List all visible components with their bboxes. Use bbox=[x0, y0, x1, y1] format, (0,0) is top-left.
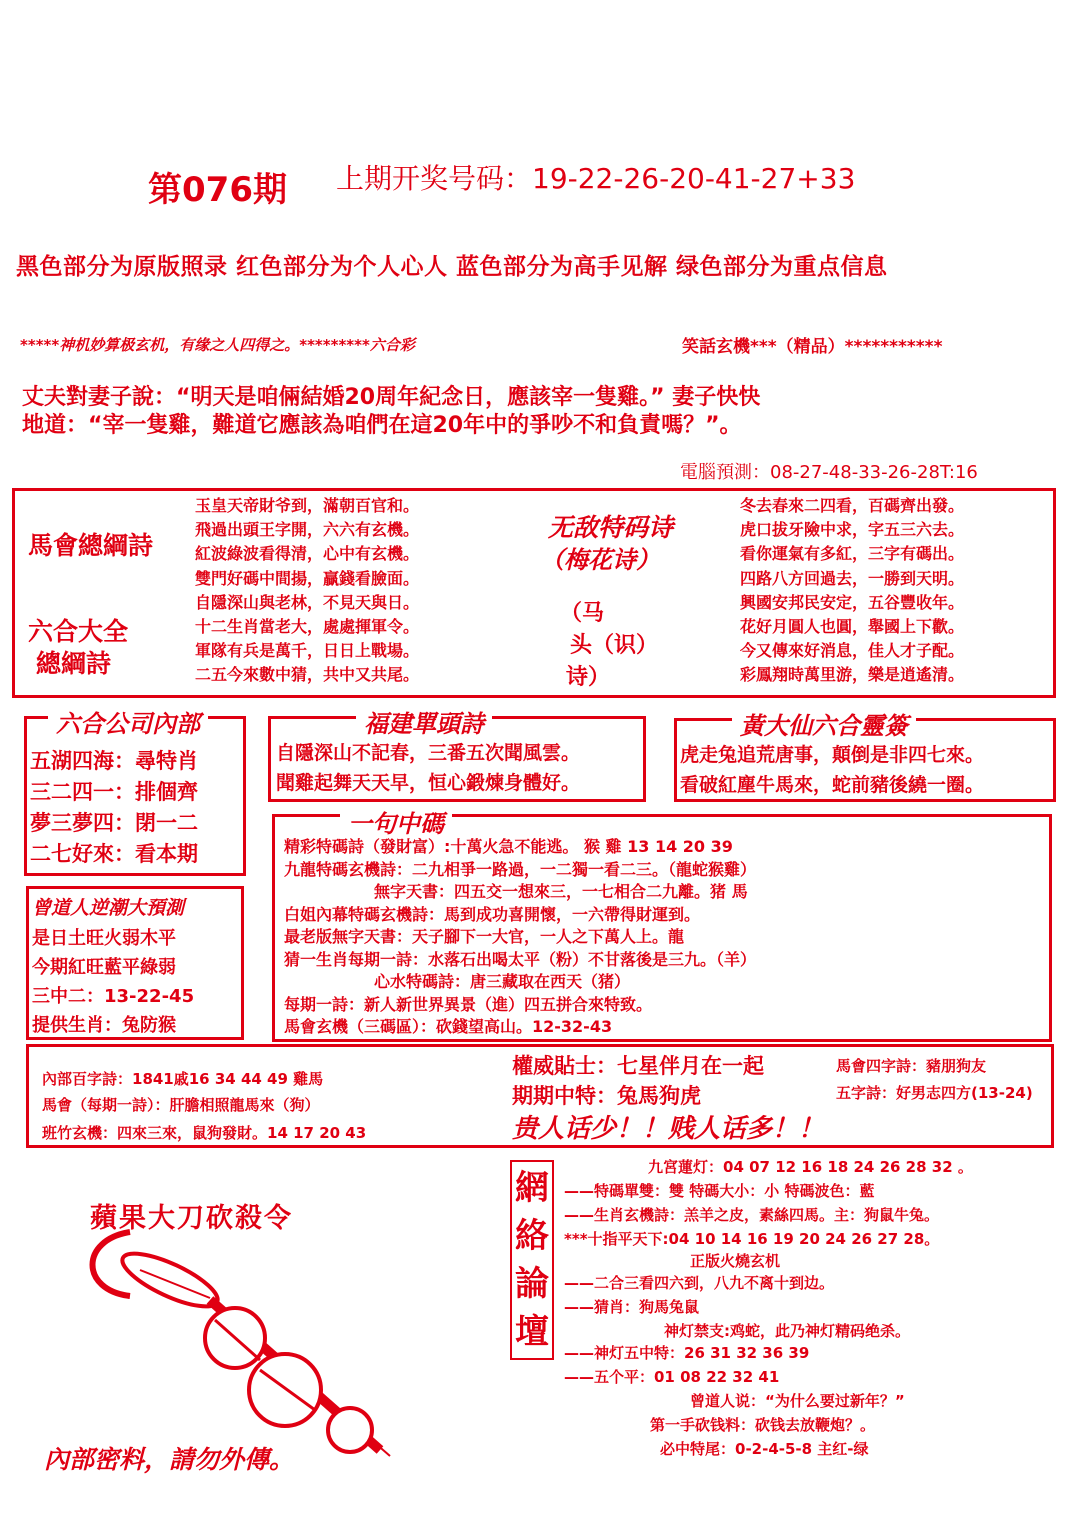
forum-char: 論 bbox=[515, 1264, 549, 1304]
forum-vertical bbox=[512, 1164, 552, 1356]
poem-right-line: 四路八方回過去，一勝到天明。 bbox=[740, 568, 965, 588]
section1-title2b: 總綱詩 bbox=[36, 649, 112, 678]
poem-left-line: 軍隊有兵是萬千，日日上戰場。 bbox=[195, 641, 420, 661]
poem-left-line: 雙門好碼中間揚，贏錢看臉面。 bbox=[195, 568, 420, 588]
fujian-title: 福建單頭詩 bbox=[356, 704, 492, 739]
daoren-lines bbox=[32, 924, 194, 1040]
one-sentence-line: 每期一詩：新人新世界異景（進）四五拼合來特致。 bbox=[284, 994, 653, 1014]
one-sentence-lines bbox=[284, 836, 756, 1039]
inner-l2: 馬會（每期一詩）：肝膽相照龍馬來（狗） bbox=[42, 1096, 320, 1114]
forum-line: 必中特尾：0-2-4-5-8 主红-绿 bbox=[660, 1440, 869, 1458]
sword-icon bbox=[20, 1220, 440, 1460]
last-draw-numbers: 上期开奖号码：19-22-26-20-41-27+33 bbox=[336, 162, 856, 195]
one-sentence-line: 九龍特碼玄機詩：二九相爭一路過，一二獨一看二三。（龍蛇猴雞） bbox=[284, 859, 757, 879]
issue-number: 第076期 bbox=[148, 170, 287, 210]
forum-line: ——五个平：01 08 22 32 41 bbox=[564, 1368, 780, 1386]
company-line: 夢三夢四：閉一二 bbox=[30, 811, 198, 835]
poem-left-line: 自隱深山與老林，不見天與日。 bbox=[195, 592, 420, 612]
poem-left-line: 玉皇天帝財爷到，滿朝百官和。 bbox=[195, 496, 420, 515]
intro-right: 笑話玄機***（精品）*********** bbox=[682, 337, 943, 357]
section1-title2a: 六合大全 bbox=[28, 617, 129, 646]
wongtaisin-line: 看破紅塵牛馬來，蛇前豬後繞一圈。 bbox=[680, 774, 985, 796]
section1-title1: 馬會總綱詩 bbox=[28, 531, 154, 560]
wongtaisin-lines bbox=[680, 740, 984, 800]
company-line: 五湖四海：尋特肖 bbox=[30, 749, 198, 773]
mid-note3: 诗） bbox=[566, 665, 611, 690]
company-lines bbox=[30, 746, 198, 870]
fujian-lines bbox=[276, 738, 580, 798]
poem-right-line: 興國安邦民安定，五谷豐收年。 bbox=[740, 592, 965, 612]
mid-title1: 无敌特码诗 bbox=[548, 513, 674, 542]
apple-title: 蘋果大刀砍殺令 bbox=[90, 1203, 293, 1234]
forum-line: ——二合三看四六到，八九不离十到边。 bbox=[564, 1274, 835, 1292]
inner-r1b: 馬會四字詩：豬朋狗友 bbox=[836, 1057, 987, 1075]
forum-line: 正版火燒玄机 bbox=[690, 1252, 781, 1270]
forum-char: 絡 bbox=[515, 1216, 549, 1256]
poem-right bbox=[740, 494, 964, 688]
inner-l1: 內部百字詩：1841戚16 34 44 49 雞馬 bbox=[42, 1070, 324, 1088]
forum-line: 第一手砍钱料：砍钱去放鞭炮？。 bbox=[650, 1416, 876, 1434]
inner-slogan: 贵人话少！！贱人话多！！ bbox=[512, 1114, 825, 1144]
poem-right-line: 冬去春來二四看，百碼齊出發。 bbox=[740, 496, 965, 515]
company-title: 六合公司內部 bbox=[48, 704, 208, 739]
inner-l3: 班竹玄機：四來三來，鼠狗發財。14 17 20 43 bbox=[42, 1124, 367, 1142]
poem-right-line: 彩鳳翔時萬里游，樂是逍遙清。 bbox=[740, 665, 965, 685]
daoren-line: 三中二：13-22-45 bbox=[32, 986, 195, 1007]
wongtaisin-title: 黃大仙六合靈簽 bbox=[732, 706, 916, 741]
company-line: 三二四一：排個齊 bbox=[30, 780, 198, 804]
forum-line: 神灯禁支:鸡蛇，此乃神灯精码绝杀。 bbox=[664, 1322, 911, 1340]
daoren-line: 是日土旺火弱木平 bbox=[32, 928, 176, 949]
mid-note2: 头（识） bbox=[570, 633, 659, 658]
forum-line: 曾道人说：“为什么要过新年？” bbox=[690, 1392, 905, 1410]
poem-left-line: 飛過出頭王字開，六六有玄機。 bbox=[195, 520, 420, 540]
poem-right-line: 看你運氣有多紅，三字有碼出。 bbox=[740, 544, 965, 564]
apple-footer: 內部密料，請勿外傳。 bbox=[44, 1445, 295, 1474]
forum-char: 網 bbox=[515, 1168, 549, 1208]
forum-char: 壇 bbox=[515, 1312, 549, 1352]
one-sentence-line: 無字天書：四五交一想來三，一七相合二九離。猪 馬 bbox=[374, 882, 748, 901]
one-sentence-line: 馬會玄機（三碼區）：砍錢望高山。12-32-43 bbox=[284, 1017, 613, 1036]
poem-left-line: 紅波綠波看得清，心中有玄機。 bbox=[195, 544, 420, 564]
forum-line: ——神灯五中特：26 31 32 36 39 bbox=[564, 1344, 810, 1362]
one-sentence-line: 精彩特碼詩（發財富）:十萬火急不能逃。 猴 雞 13 14 20 39 bbox=[284, 837, 733, 856]
forum-line: 九宮蓮灯：04 07 12 16 18 24 26 28 32 。 bbox=[648, 1158, 973, 1176]
poem-right-line: 花好月圓人也圓，舉國上下歡。 bbox=[740, 617, 965, 637]
joke-line-2: 地道：“宰一隻雞，難道它應該為咱們在這20年中的爭吵不和負責嗎？”。 bbox=[22, 413, 742, 438]
daoren-line: 提供生肖：兔防猴 bbox=[32, 1015, 176, 1036]
fujian-line: 自隱深山不記春，三番五次聞風雲。 bbox=[276, 742, 581, 764]
poem-left-line: 十二生肖當老大，處處揮軍令。 bbox=[195, 617, 420, 637]
poem-right-line: 今又傳來好消息，佳人才子配。 bbox=[740, 641, 965, 661]
company-line: 二七好來：看本期 bbox=[30, 842, 198, 866]
poem-left-line: 二五今來數中猜，共中又共尾。 bbox=[195, 665, 420, 685]
computer-prediction: 電腦預測：08-27-48-33-26-28T:16 bbox=[680, 462, 978, 483]
daoren-title: 曾道人逆潮大預測 bbox=[32, 897, 185, 919]
intro-left: *****神机妙算极玄机，有缘之人四得之。*********六合彩 bbox=[20, 336, 415, 354]
inner-r1: 權威貼士：七星伴月在一起 bbox=[512, 1054, 764, 1078]
inner-r2: 期期中特：兔馬狗虎 bbox=[512, 1084, 701, 1108]
forum-line: ——猜肖：狗馬兔鼠 bbox=[564, 1298, 700, 1316]
forum-line: ***十指平天下:04 10 14 16 19 20 24 26 27 28。 bbox=[564, 1230, 940, 1248]
forum-line: ——生肖玄機詩：羔羊之皮，素絲四馬。主：狗鼠牛兔。 bbox=[564, 1206, 940, 1224]
fujian-line: 聞雞起舞天天早，恒心鍛煉身體好。 bbox=[276, 772, 581, 794]
legend-line: 黑色部分为原版照录 红色部分为个人心人 蓝色部分为高手见解 绿色部分为重点信息 bbox=[16, 254, 888, 280]
joke-line-1: 丈夫對妻子說：“明天是咱倆結婚20周年紀念日，應該宰一隻雞。” 妻子快快 bbox=[22, 385, 761, 410]
one-sentence-line: 白姐內幕特碼玄機詩：馬到成功喜開懷，一六帶得財運到。 bbox=[284, 904, 701, 924]
one-sentence-title: 一句中碼 bbox=[340, 804, 452, 839]
forum-line: ——特碼單雙：雙 特碼大小：小 特碼波色：藍 bbox=[564, 1182, 875, 1200]
one-sentence-line: 心水特碼詩：唐三藏取在西天（猪） bbox=[374, 972, 631, 991]
wongtaisin-line: 虎走兔追荒唐事，顛倒是非四七來。 bbox=[680, 744, 985, 766]
one-sentence-line: 猜一生肖每期一詩：水落石出喝太平（粉）不甘落後是三九。（羊） bbox=[284, 949, 757, 969]
one-sentence-line: 最老版無字天書：天子腳下一大官，一人之下萬人上。龍 bbox=[284, 927, 685, 946]
daoren-line: 今期紅旺藍平綠弱 bbox=[32, 957, 176, 978]
poem-left bbox=[195, 494, 419, 688]
mid-note1: （马 bbox=[560, 601, 605, 626]
inner-r2b: 五字詩：好男志四方(13-24) bbox=[836, 1084, 1033, 1102]
poem-right-line: 虎口拔牙險中求，字五三六去。 bbox=[740, 520, 965, 540]
mid-title2: （梅花诗） bbox=[540, 546, 660, 574]
